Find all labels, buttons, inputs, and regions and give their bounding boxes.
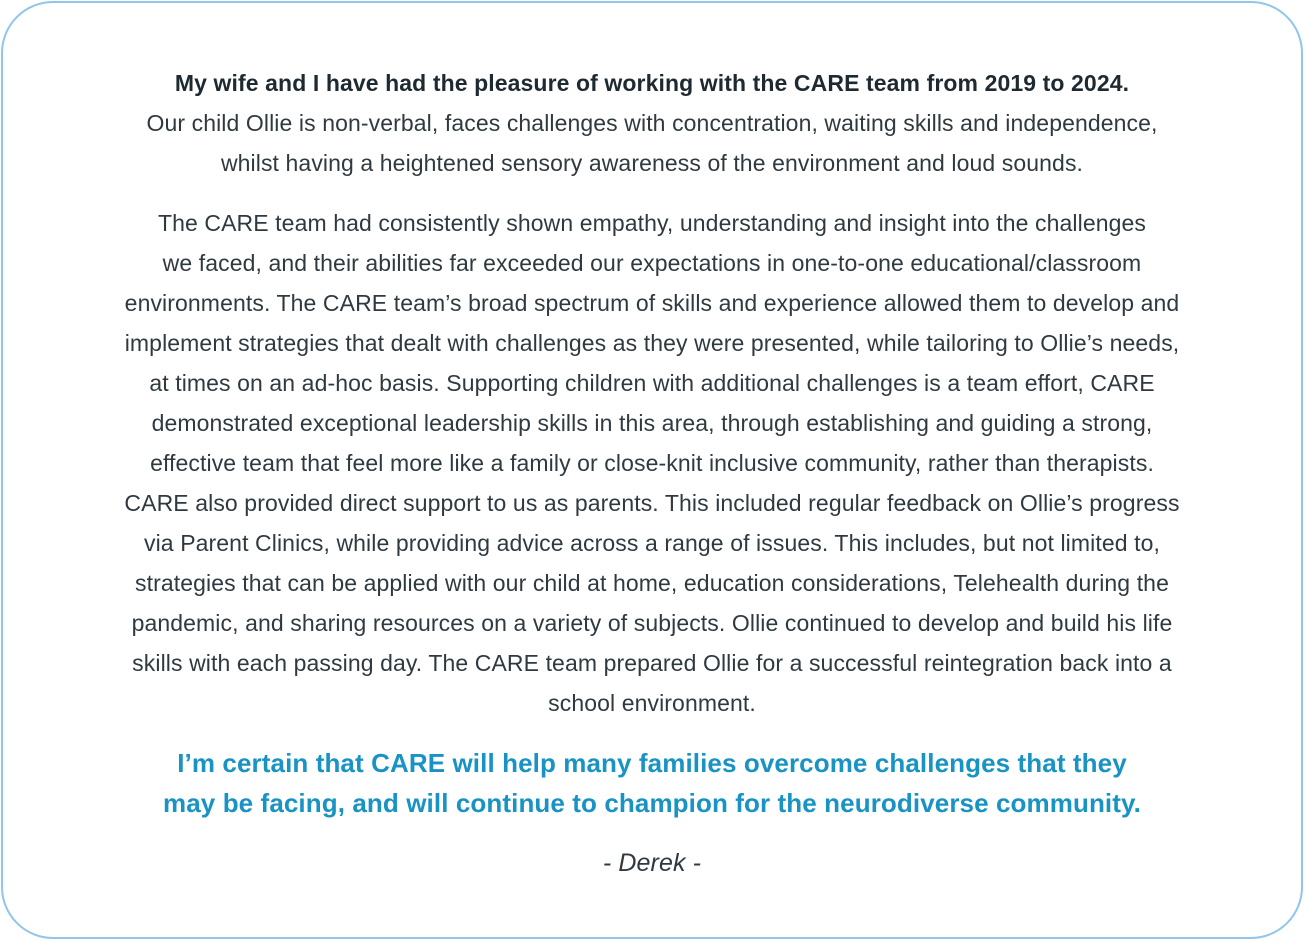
testimonial-card [1,1,1303,939]
intro-bold-line: My wife and I have had the pleasure of working with the CARE team from 2019 to 2024. [174,70,1130,96]
testimonial-content [23,63,1281,883]
body-line: implement strategies that dealt with challenges as they were presented, while tailoring to Ollie’s needs, [124,330,1180,356]
body-line: effective team that feel more like a family or close-knit inclusive community, rather than therapists. [150,450,1154,476]
body-paragraph [23,203,1281,723]
body-line: at times on an ad-hoc basis. Supporting children with additional challenges is a team effort, CARE [149,370,1155,396]
quote-line: may be facing, and will continue to champion for the neurodiverse community. [163,788,1141,818]
intro-line: Our child Ollie is non-verbal, faces challenges with concentration, waiting skills and independence, [146,110,1158,136]
body-line: The CARE team had consistently shown empathy, understanding and insight into the challenges [157,210,1147,236]
intro-line: whilst having a heightened sensory awareness of the environment and loud sounds. [220,150,1084,176]
body-line: strategies that can be applied with our child at home, education considerations, Telehealth during the [135,570,1169,596]
highlight-quote [23,743,1281,823]
body-line: CARE also provided direct support to us as parents. This included regular feedback on Ollie’s progress [124,490,1180,516]
body-line: school environment. [548,690,756,716]
body-line: via Parent Clinics, while providing advice across a range of issues. This includes, but not limited to, [144,530,1160,556]
intro-paragraph [23,63,1281,183]
body-line: demonstrated exceptional leadership skills in this area, through establishing and guiding a strong, [151,410,1153,436]
quote-line: I’m certain that CARE will help many families overcome challenges that they [177,748,1127,778]
body-line: skills with each passing day. The CARE team prepared Ollie for a successful reintegration back into a [132,650,1172,676]
body-line: we faced, and their abilities far exceeded our expectations in one-to-one educational/classroom [162,250,1142,276]
signature: - Derek - [602,849,702,877]
body-line: environments. The CARE team’s broad spectrum of skills and experience allowed them to develop and [124,290,1180,316]
body-line: pandemic, and sharing resources on a variety of subjects. Ollie continued to develop and build his life [131,610,1173,636]
